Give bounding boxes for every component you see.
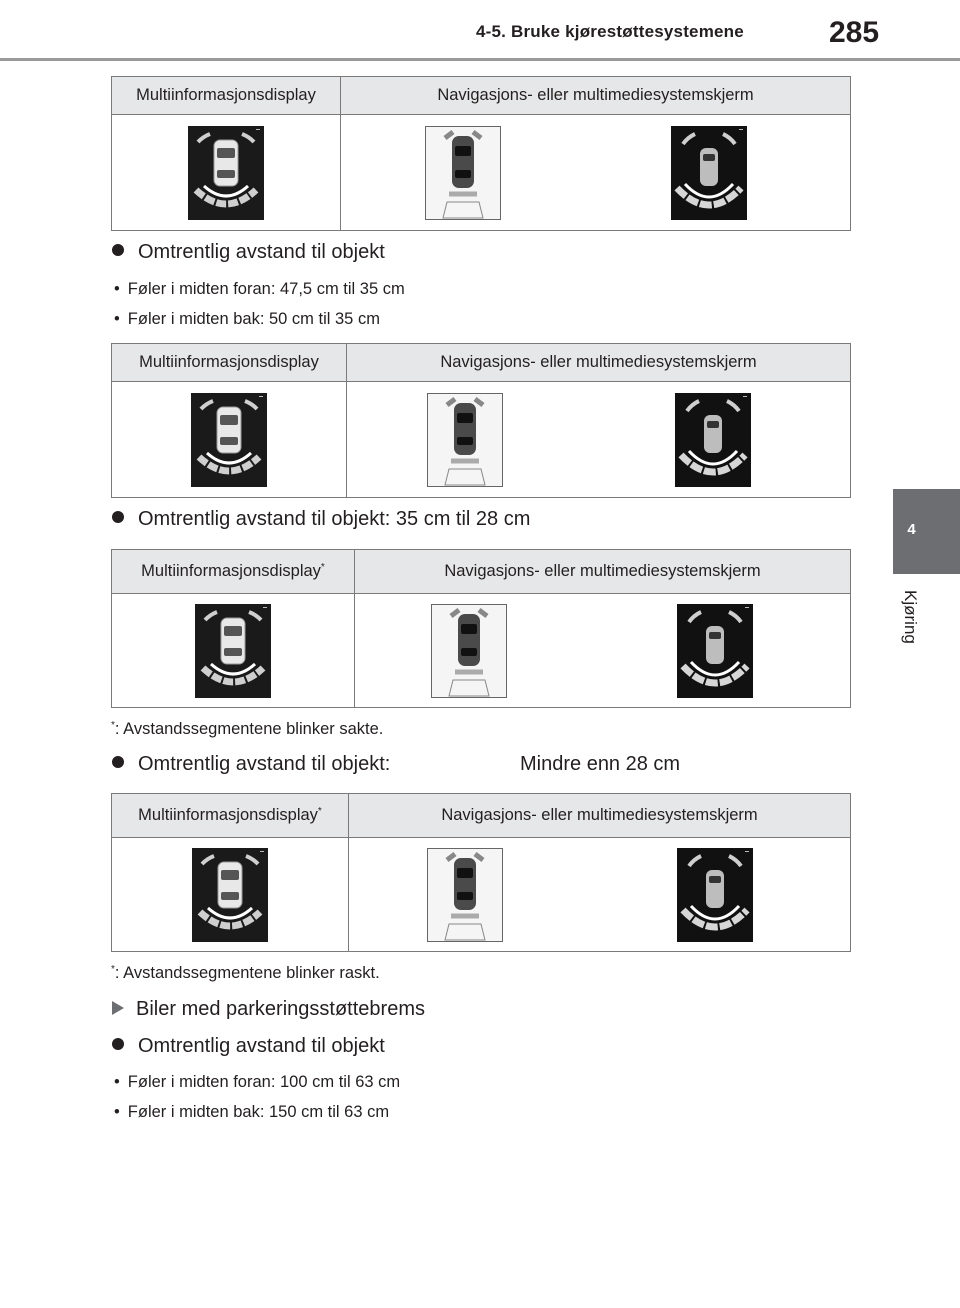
col-header-multiinfo: Multiinformasjonsdisplay* [112,550,355,594]
header-divider [0,58,960,61]
parking-sensor-display-icon [192,848,268,942]
subsection-heading: Biler med parkeringsstøttebrems [112,998,425,1021]
multiinfo-image-cell [112,838,349,952]
parking-sensor-camera-icon [427,393,503,487]
multiinfo-image-cell [112,382,347,498]
display-table-1 [111,76,851,231]
heading-bullet: Omtrentlig avstand til objekt: 35 cm til 28 cm [112,508,530,531]
display-table-4 [111,793,851,952]
col-header-multiinfo: Multiinformasjonsdisplay [112,344,347,382]
chapter-label: Kjøring [901,590,920,644]
display-table-2 [111,343,851,498]
parking-sensor-display-icon [191,393,267,487]
parking-sensor-display-icon [188,126,264,220]
footnote: *: Avstandssegmentene blinker sakte. [111,720,384,738]
parking-sensor-camera-icon [425,126,501,220]
navigation-image-cell [355,594,851,708]
bullet-dot-icon [112,511,124,523]
parking-sensor-display-icon [195,604,271,698]
multiinfo-image-cell [112,115,341,231]
page-number: 285 [829,16,880,49]
col-header-navigation: Navigasjons- eller multimediesystemskjerm [347,344,851,382]
section-title: 4-5. Bruke kjørestøttesystemene [476,22,744,41]
col-header-multiinfo: Multiinformasjonsdisplay* [112,794,349,838]
parking-sensor-display-icon [677,848,753,942]
multiinfo-image-cell [112,594,355,708]
list-item: • Føler i midten bak: 150 cm til 63 cm [114,1103,390,1121]
triangle-bullet-icon [112,1001,124,1015]
heading-bullet: Omtrentlig avstand til objekt [112,1035,385,1058]
footnote: *: Avstandssegmentene blinker raskt. [111,964,380,982]
bullet-dot-icon [112,756,124,768]
chapter-label-box [898,590,920,660]
bullet-dot-icon [112,244,124,256]
col-header-navigation: Navigasjons- eller multimediesystemskjerm [349,794,851,838]
col-header-multiinfo: Multiinformasjonsdisplay [112,77,341,115]
navigation-image-cell [349,838,851,952]
list-item: • Føler i midten bak: 50 cm til 35 cm [114,310,380,328]
bullet-dot-icon [112,1038,124,1050]
heading-bullet: Omtrentlig avstand til objekt: Mindre enn 28 cm [112,753,390,776]
navigation-image-cell [341,115,851,231]
list-item: • Føler i midten foran: 100 cm til 63 cm [114,1073,401,1091]
heading-bullet: Omtrentlig avstand til objekt [112,241,385,264]
parking-sensor-display-icon [675,393,751,487]
col-header-navigation: Navigasjons- eller multimediesystemskjerm [341,77,851,115]
list-item: • Føler i midten foran: 47,5 cm til 35 cm [114,280,405,298]
parking-sensor-display-icon [671,126,747,220]
parking-sensor-display-icon [677,604,753,698]
col-header-navigation: Navigasjons- eller multimediesystemskjerm [355,550,851,594]
parking-sensor-camera-icon [427,848,503,942]
display-table-3 [111,549,851,708]
navigation-image-cell [347,382,851,498]
parking-sensor-camera-icon [431,604,507,698]
chapter-number: 4 [907,521,916,538]
